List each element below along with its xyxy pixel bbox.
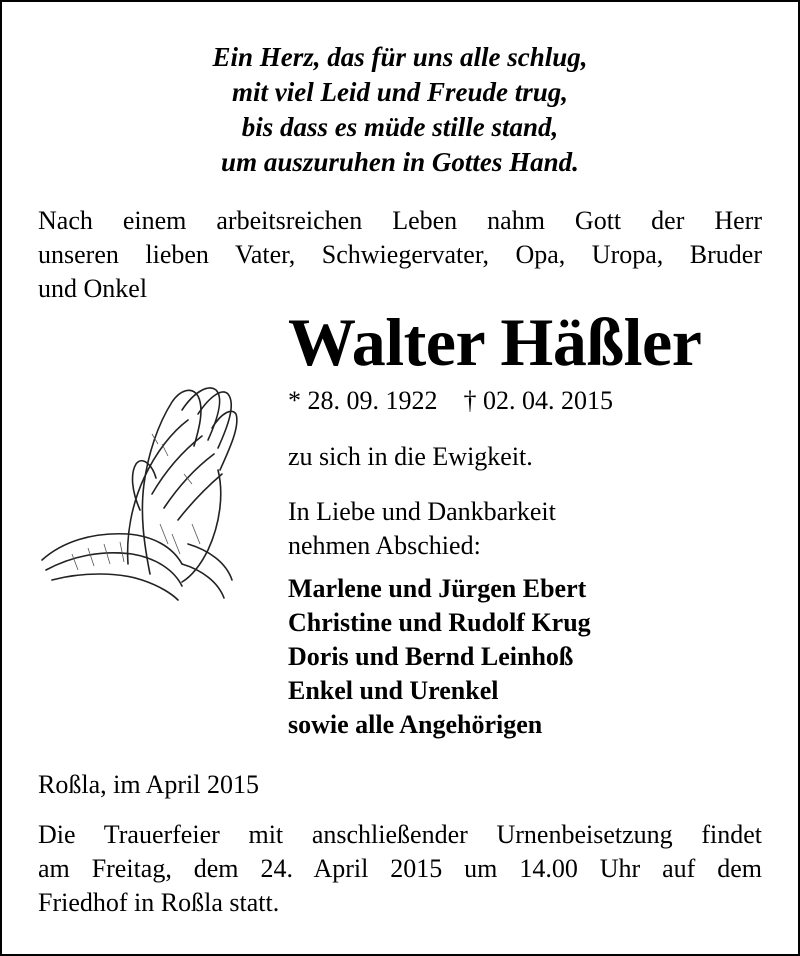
place-date: Roßla, im April 2015 bbox=[38, 770, 259, 799]
mourner-entry: Christine und Rudolf Krug bbox=[288, 608, 591, 637]
ceremony-line: Die Trauerfeier mit anschließender Urnenbeisetzung findet bbox=[38, 820, 762, 849]
mourner-entry: Doris und Bernd Leinhoß bbox=[288, 642, 574, 671]
farewell-line: In Liebe und Dankbarkeit bbox=[288, 497, 556, 526]
poem-line: Ein Herz, das für uns alle schlug, bbox=[212, 42, 588, 72]
poem-line: bis dass es müde stille stand, bbox=[241, 112, 559, 142]
life-dates: * 28. 09. 1922 † 02. 04. 2015 bbox=[288, 386, 613, 415]
ceremony-info bbox=[38, 818, 762, 920]
praying-hands-icon bbox=[32, 374, 252, 604]
ceremony-line: Friedhof in Roßla statt. bbox=[38, 888, 280, 917]
mourner-entry: Enkel und Urenkel bbox=[288, 676, 499, 705]
mourner-entry: Marlene und Jürgen Ebert bbox=[288, 574, 587, 603]
poem-line: mit viel Leid und Freude trug, bbox=[231, 77, 568, 107]
mourners-list bbox=[288, 572, 591, 742]
intro-line: und Onkel bbox=[38, 274, 148, 303]
intro-line: Nach einem arbeitsreichen Leben nahm Gott der Herr bbox=[38, 206, 762, 235]
poem-line: um auszuruhen in Gottes Hand. bbox=[221, 147, 579, 177]
eternity-line: zu sich in die Ewigkeit. bbox=[288, 442, 533, 471]
deceased-name: Walter Häßler bbox=[288, 304, 702, 380]
intro-line: unseren lieben Vater, Schwiegervater, Opa, Uropa, Bruder bbox=[38, 240, 762, 269]
poem-verse bbox=[2, 40, 798, 180]
intro-paragraph bbox=[38, 204, 762, 306]
farewell-line: nehmen Abschied: bbox=[288, 531, 481, 560]
mourner-entry: sowie alle Angehörigen bbox=[288, 710, 543, 739]
ceremony-line: am Freitag, dem 24. April 2015 um 14.00 Uhr auf dem bbox=[38, 854, 762, 883]
farewell-text bbox=[288, 495, 556, 563]
